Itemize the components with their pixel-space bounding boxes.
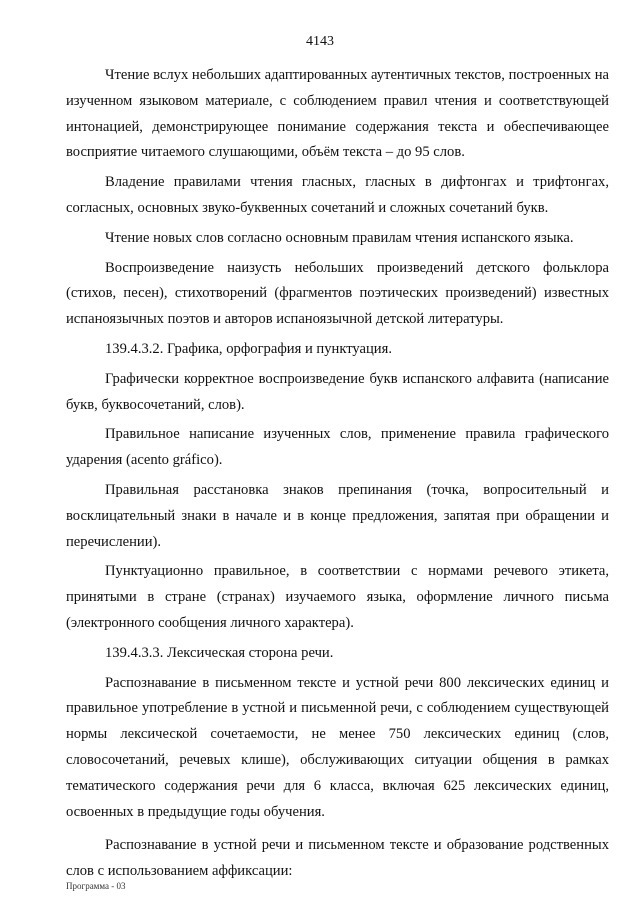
footer-note: Программа - 03 [66,881,126,891]
paragraph-alphabet: Графически корректное воспроизведение букв испанского алфавита (написание букв, буквосочетаний, слов). [66,370,609,413]
paragraph-vowel-rules: Владение правилами чтения гласных, гласных в дифтонгах и трифтонгах, согласных, основных звуко-буквенных сочетаний и сложных сочетаний букв. [66,174,609,216]
paragraph-new-words: Чтение новых слов согласно основным правилам чтения испанского языка. [105,229,574,246]
paragraph-letter-format: Пунктуационно правильное, в соответствии с нормами речевого этикета, принятыми в стране (странах) изучаемого языка, оформление личного письма (электронного сообщения личного характера). [66,563,609,631]
page-number: 4143 [306,34,334,49]
paragraph-affixation: Распознавание в устной речи и письменном тексте и образование родственных слов с использованием аффиксации: [66,837,609,880]
paragraph-reading-aloud: Чтение вслух небольших адаптированных аутентичных текстов, построенных на изученном языковом материале, с соблюдением правил чтения и соответствующей интонацией, демонстрирующее понимание содержания текста и обеспечивающее восприятие читаемого слушающими, объём текста – до 95 слов. [66,67,609,161]
document-body [66,63,609,885]
paragraph-punctuation: Правильная расстановка знаков препинания (точка, вопросительный и восклицательный знаки в начале и в конце предложения, запятая при обращении и перечислении). [66,481,609,550]
section-heading-lexical: 139.4.3.3. Лексическая сторона речи. [105,644,334,661]
section-heading-graphics: 139.4.3.2. Графика, орфография и пунктуация. [105,340,392,357]
paragraph-recitation: Воспроизведение наизусть небольших произведений детского фольклора (стихов, песен), стихотворений (фрагментов поэтических произведений) известных испаноязычных поэтов и авторов испаноязычной детской литературы. [66,259,609,328]
paragraph-lexical-units: Распознавание в письменном тексте и устной речи 800 лексических единиц и правильное употребление в устной и письменной речи, с соблюдением существующей нормы лексической сочетаемости, не менее 750 лексических единиц (слов, словосочетаний, речевых клише), обслуживающих ситуации общения в рамках тематического содержания речи для 6 класса, включая 625 лексических единиц, освоенных в предыдущие годы обучения. [66,674,609,820]
paragraph-spelling: Правильное написание изученных слов, применение правила графического ударения (acento gráfico). [66,426,609,469]
